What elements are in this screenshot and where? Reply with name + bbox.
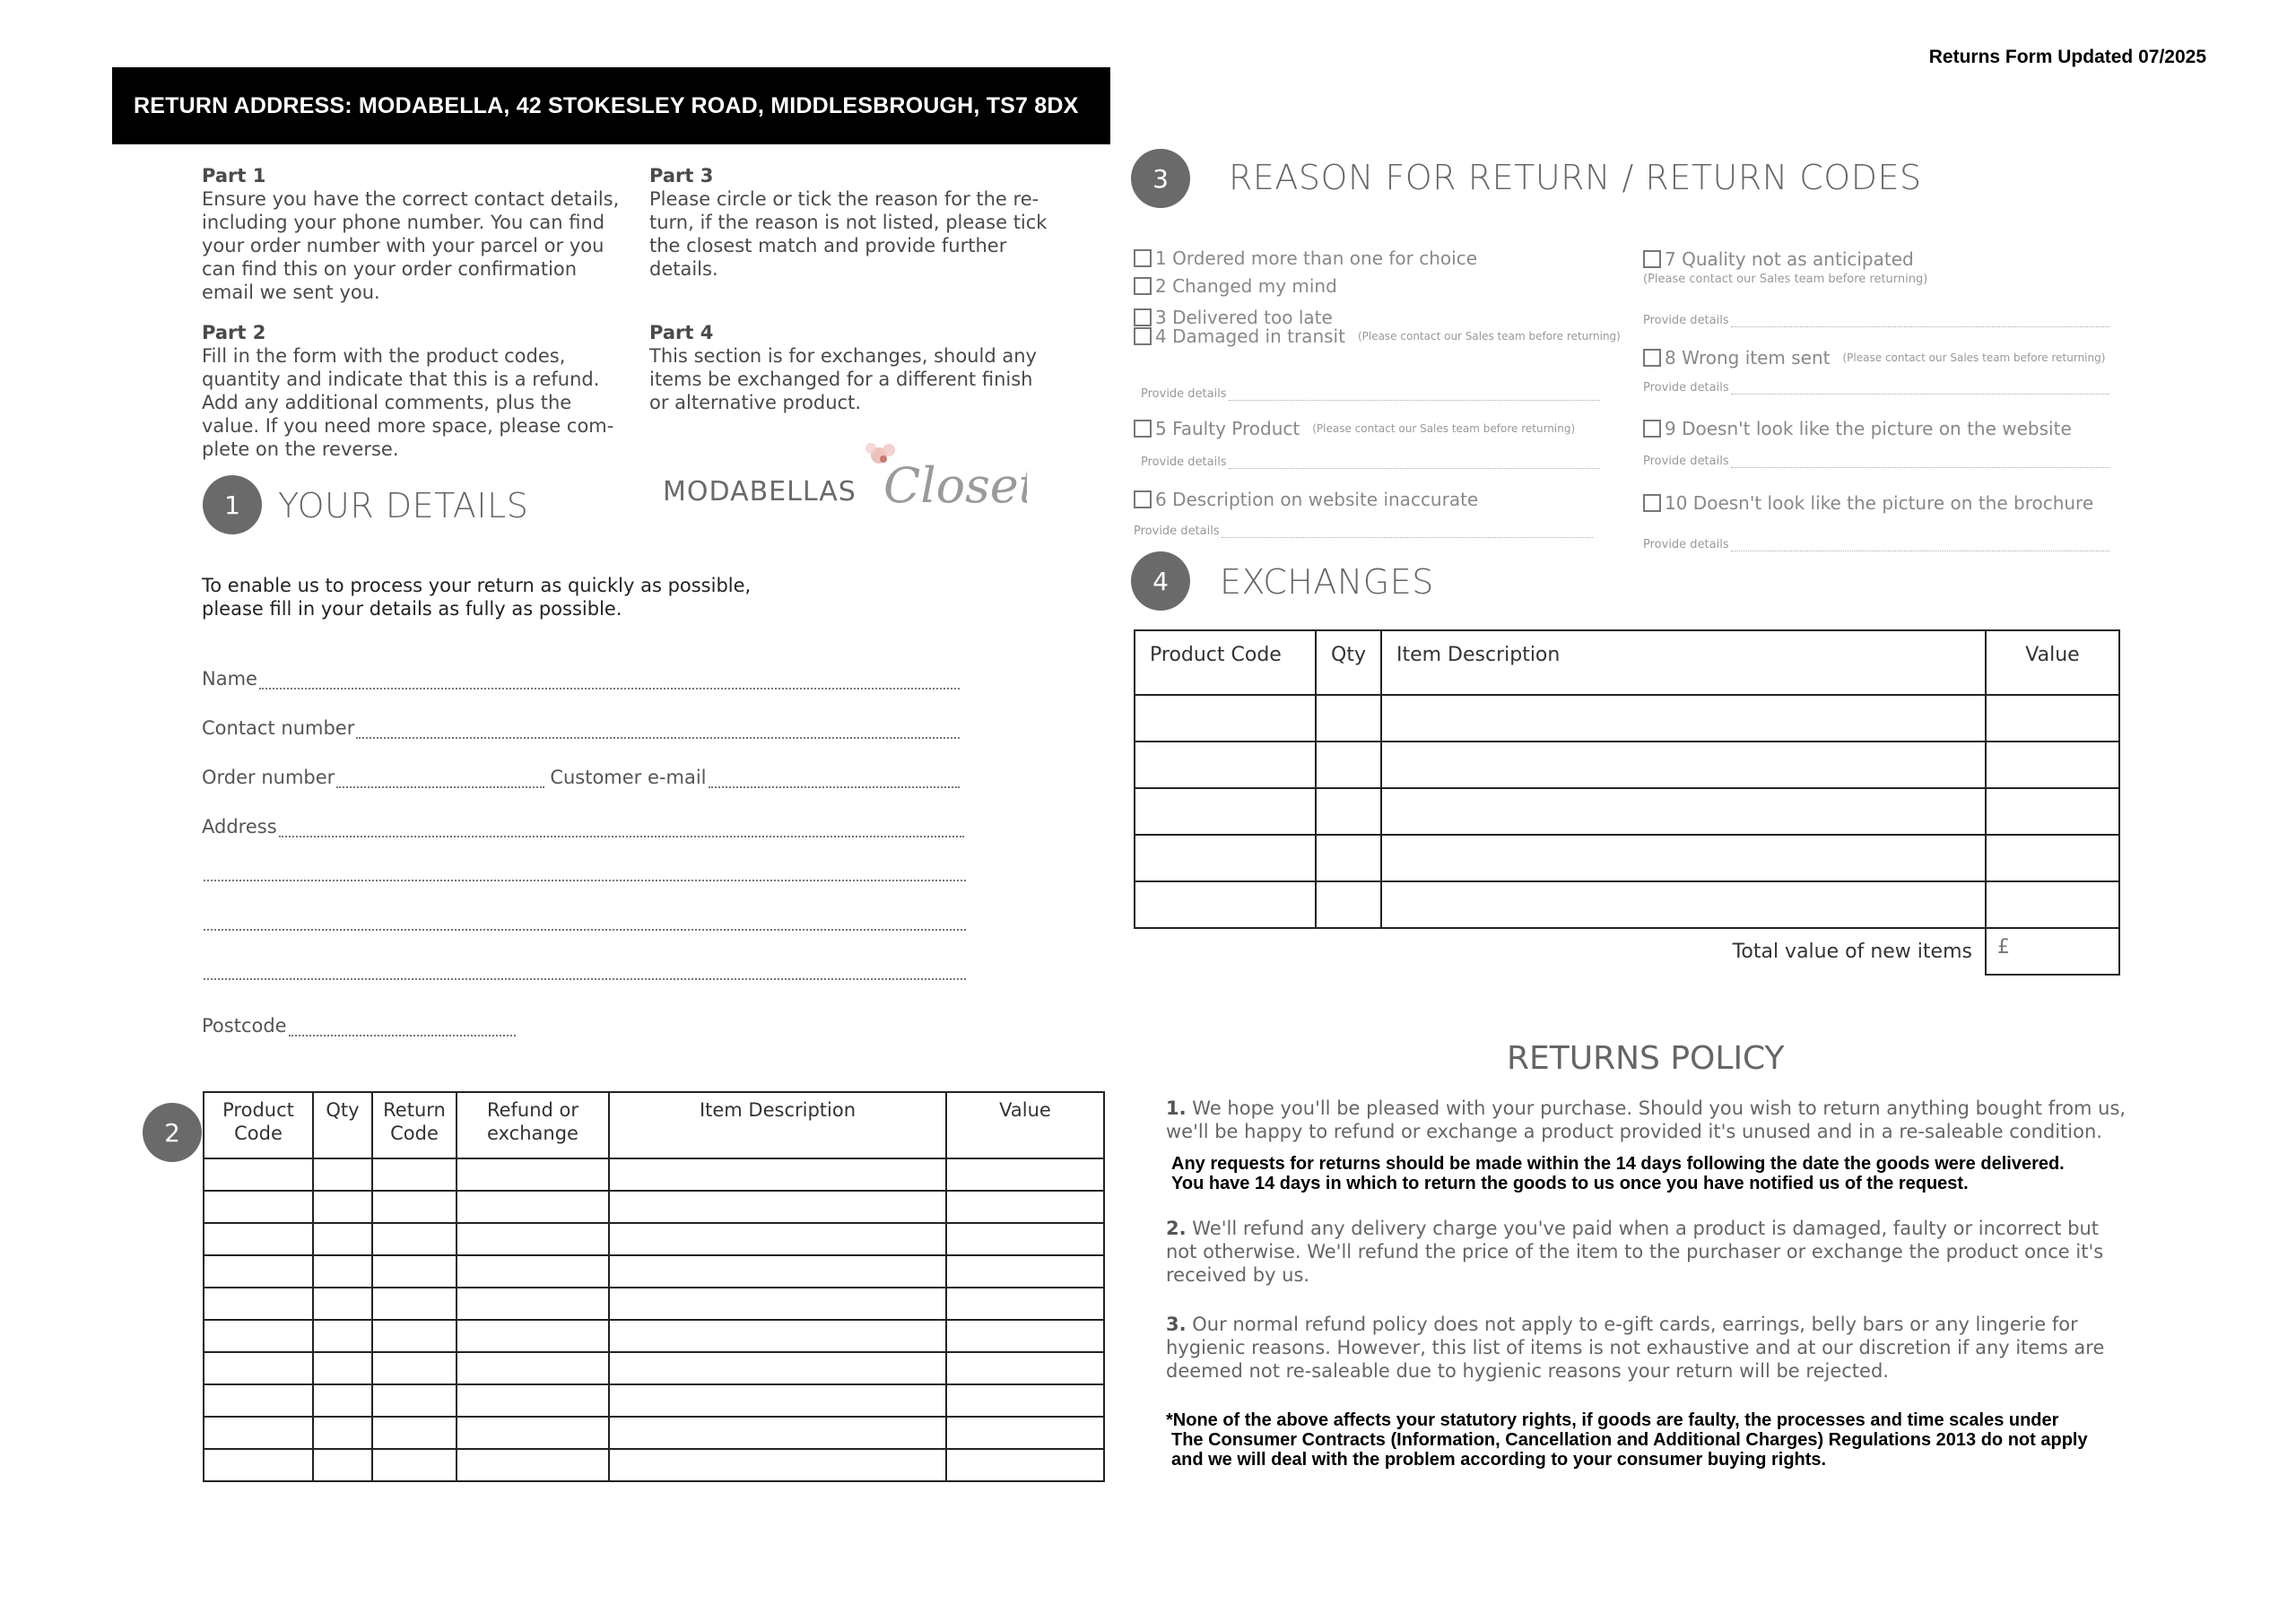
table-cell[interactable]	[946, 1255, 1104, 1288]
part1-line: your order number with your parcel or you	[202, 235, 604, 256]
instructions-part1	[202, 164, 632, 304]
reason-6-option[interactable]	[1134, 489, 1478, 510]
table-row	[1135, 742, 2119, 788]
reason-7-details[interactable]	[1643, 314, 2109, 327]
policy-para-1	[1166, 1097, 2188, 1143]
instructions-part3	[649, 164, 1080, 281]
policy-para-2	[1166, 1217, 2188, 1287]
table-cell[interactable]	[1316, 835, 1381, 881]
checkbox[interactable]	[1643, 494, 1661, 512]
reason-9-option[interactable]	[1643, 418, 2072, 439]
reason-5-label: 5 Faulty Product	[1155, 418, 1300, 439]
table-cell[interactable]	[372, 1449, 457, 1481]
part1-line: Ensure you have the correct contact details,	[202, 188, 620, 210]
exchanges-table	[1134, 629, 2120, 976]
table-cell[interactable]	[204, 1255, 313, 1288]
instructions-part2	[202, 321, 632, 461]
table-cell[interactable]	[204, 1158, 313, 1191]
table-cell[interactable]	[204, 1449, 313, 1481]
table-cell[interactable]	[313, 1191, 372, 1223]
reason-4-option[interactable]	[1134, 325, 1621, 347]
table-cell[interactable]	[372, 1320, 457, 1352]
reason-10-details[interactable]	[1643, 538, 2109, 551]
table-cell[interactable]	[1135, 742, 1316, 788]
table-row	[204, 1417, 1104, 1449]
table-row	[1135, 835, 2119, 881]
table-cell[interactable]	[1316, 788, 1381, 835]
table-cell[interactable]	[204, 1191, 313, 1223]
table-cell[interactable]	[946, 1191, 1104, 1223]
name-label: Name	[202, 668, 257, 690]
checkbox[interactable]	[1134, 249, 1152, 267]
details-intro	[202, 574, 919, 620]
table-cell[interactable]	[372, 1384, 457, 1417]
section-3-badge: 3	[1131, 149, 1190, 208]
part2-line: quantity and indicate that this is a refund.	[202, 369, 600, 390]
exch-header-product-code: Product Code	[1135, 630, 1316, 695]
logo-script: Closet	[883, 457, 1027, 514]
footnote-line: The Consumer Contracts (Information, Cancellation and Additional Charges) Regulations 2013 do not apply	[1171, 1430, 2088, 1450]
table-cell[interactable]	[1135, 788, 1316, 835]
policy-2-line: received by us.	[1166, 1264, 1310, 1286]
exchanges-title: EXCHANGES	[1220, 562, 1434, 602]
table-cell[interactable]	[946, 1417, 1104, 1449]
section-2-badge: 2	[143, 1103, 202, 1162]
returns-table	[203, 1091, 1105, 1482]
policy-1-number: 1.	[1166, 1097, 1187, 1119]
table-cell[interactable]	[457, 1255, 609, 1288]
part3-title: Part 3	[649, 165, 714, 186]
name-field[interactable]	[202, 668, 960, 690]
part3-line: turn, if the reason is not listed, please tick	[649, 212, 1048, 233]
checkbox[interactable]	[1134, 490, 1152, 508]
table-cell[interactable]	[457, 1417, 609, 1449]
table-cell[interactable]	[1381, 695, 1986, 742]
checkbox[interactable]	[1643, 250, 1661, 268]
part4-line: This section is for exchanges, should any	[649, 345, 1037, 367]
reason-4-details[interactable]	[1141, 387, 1600, 401]
table-cell[interactable]	[946, 1223, 1104, 1255]
address-line-4[interactable]	[204, 964, 966, 980]
policy-3-line: Our normal refund policy does not apply to e-gift cards, earrings, belly bars or any lingerie for	[1192, 1314, 2078, 1335]
total-value-field[interactable]: £	[1986, 928, 2119, 975]
table-cell[interactable]	[609, 1191, 946, 1223]
checkbox[interactable]	[1134, 308, 1152, 326]
reason-9-details[interactable]	[1643, 455, 2109, 468]
table-cell[interactable]	[372, 1191, 457, 1223]
table-row	[204, 1191, 1104, 1223]
table-cell[interactable]	[609, 1288, 946, 1320]
table-row	[204, 1384, 1104, 1417]
table-cell[interactable]	[204, 1320, 313, 1352]
table-cell[interactable]	[457, 1288, 609, 1320]
reason-3-label: 3 Delivered too late	[1155, 307, 1333, 328]
table-row	[1135, 788, 2119, 835]
address-label: Address	[202, 816, 277, 837]
table-cell[interactable]	[457, 1320, 609, 1352]
part3-line: details.	[649, 258, 718, 280]
table-cell[interactable]	[1986, 742, 2119, 788]
table-cell[interactable]	[457, 1158, 609, 1191]
table-cell[interactable]	[204, 1288, 313, 1320]
policy-2-line: We'll refund any delivery charge you've paid when a product is damaged, faulty or incorrect but	[1192, 1218, 2099, 1239]
table-cell[interactable]	[313, 1158, 372, 1191]
table-cell[interactable]	[204, 1223, 313, 1255]
table-row	[204, 1255, 1104, 1288]
table-cell[interactable]	[609, 1384, 946, 1417]
reason-7-note: (Please contact our Sales team before returning)	[1643, 273, 1928, 286]
table-cell[interactable]	[313, 1352, 372, 1384]
part2-line: Fill in the form with the product codes,	[202, 345, 566, 367]
returns-header-refund-exchange: Refund or exchange	[457, 1092, 609, 1158]
table-row	[204, 1158, 1104, 1191]
table-cell[interactable]	[946, 1352, 1104, 1384]
table-cell[interactable]	[313, 1288, 372, 1320]
reason-title: REASON FOR RETURN / RETURN CODES	[1229, 158, 1922, 197]
policy-1-line: we'll be happy to refund or exchange a product provided it's unused and in a re-saleable condition.	[1166, 1121, 2102, 1142]
part1-line: can find this on your order confirmation	[202, 258, 578, 280]
part2-line: plete on the reverse.	[202, 438, 399, 460]
table-cell[interactable]	[204, 1417, 313, 1449]
part2-line: value. If you need more space, please com-	[202, 415, 614, 437]
returns-header-qty: Qty	[313, 1092, 372, 1158]
contact-number-label: Contact number	[202, 717, 355, 739]
table-cell[interactable]	[609, 1449, 946, 1481]
table-cell[interactable]	[313, 1384, 372, 1417]
provide-details-label: Provide details	[1643, 455, 1729, 468]
provide-details-label: Provide details	[1643, 314, 1729, 327]
reason-10-label: 10 Doesn't look like the picture on the brochure	[1665, 492, 2094, 514]
table-row	[1135, 695, 2119, 742]
table-cell[interactable]	[457, 1191, 609, 1223]
total-label: Total value of new items	[1732, 941, 1972, 963]
part2-title: Part 2	[202, 322, 266, 343]
table-cell[interactable]	[313, 1449, 372, 1481]
table-cell[interactable]	[946, 1288, 1104, 1320]
reason-7-option[interactable]	[1643, 248, 1914, 270]
checkbox[interactable]	[1134, 420, 1152, 438]
table-cell[interactable]	[609, 1223, 946, 1255]
reason-5-note: (Please contact our Sales team before returning)	[1312, 422, 1576, 435]
table-cell[interactable]	[609, 1158, 946, 1191]
table-row	[204, 1288, 1104, 1320]
table-cell[interactable]	[313, 1223, 372, 1255]
table-cell[interactable]	[1381, 788, 1986, 835]
part1-title: Part 1	[202, 165, 266, 186]
reason-1-option[interactable]	[1134, 247, 1477, 269]
table-cell[interactable]	[1986, 835, 2119, 881]
policy-1-bold-line: You have 14 days in which to return the goods to us once you have notified us of the request.	[1171, 1174, 1969, 1193]
returns-header-value: Value	[946, 1092, 1104, 1158]
policy-3-line: deemed not re-saleable due to hygienic reasons your return will be rejected.	[1166, 1360, 1889, 1382]
checkbox[interactable]	[1643, 420, 1661, 438]
reason-8-details[interactable]	[1643, 381, 2109, 395]
return-address-banner: RETURN ADDRESS: MODABELLA, 42 STOKESLEY ROAD, MIDDLESBROUGH, TS7 8DX	[112, 67, 1110, 144]
provide-details-label: Provide details	[1643, 538, 1729, 551]
customer-email-label: Customer e-mail	[550, 767, 707, 788]
table-row	[204, 1352, 1104, 1384]
footnote-line: *None of the above affects your statutory rights, if goods are faulty, the processes and time scales under	[1166, 1410, 2059, 1430]
address-line-2[interactable]	[204, 865, 966, 881]
reason-8-option[interactable]	[1643, 347, 2105, 369]
reason-7-label: 7 Quality not as anticipated	[1665, 248, 1914, 270]
table-cell[interactable]	[609, 1417, 946, 1449]
table-cell[interactable]	[1316, 881, 1381, 928]
part3-line: the closest match and provide further	[649, 235, 1007, 256]
customer-email-field[interactable]	[709, 772, 961, 788]
policy-1-bold-line: Any requests for returns should be made within the 14 days following the date the goods were delivered.	[1171, 1154, 2065, 1174]
policy-1-bold	[1171, 1154, 2194, 1193]
contact-number-field[interactable]	[202, 717, 960, 739]
reason-5-option[interactable]	[1134, 418, 1575, 439]
table-cell[interactable]	[609, 1352, 946, 1384]
instructions-part4	[649, 321, 1080, 414]
details-intro-line: please fill in your details as fully as possible.	[202, 598, 622, 620]
policy-2-number: 2.	[1166, 1218, 1187, 1239]
reason-1-label: 1 Ordered more than one for choice	[1155, 247, 1478, 269]
address-line-3[interactable]	[204, 915, 966, 931]
returns-header-product-code: Product Code	[204, 1092, 313, 1158]
exch-header-item-description: Item Description	[1381, 630, 1986, 695]
table-cell[interactable]	[372, 1223, 457, 1255]
table-cell[interactable]	[372, 1158, 457, 1191]
provide-details-label: Provide details	[1141, 387, 1227, 401]
reason-2-label: 2 Changed my mind	[1155, 275, 1337, 297]
logo-wordmark: MODABELLAS	[663, 476, 857, 507]
footnote-line: and we will deal with the problem according to your consumer buying rights.	[1171, 1450, 1827, 1470]
reason-9-label: 9 Doesn't look like the picture on the website	[1665, 418, 2072, 439]
table-cell[interactable]	[457, 1223, 609, 1255]
table-cell[interactable]	[204, 1384, 313, 1417]
provide-details-label: Provide details	[1134, 525, 1220, 538]
reason-5-details[interactable]	[1141, 455, 1600, 469]
reason-8-note: (Please contact our Sales team before returning)	[1842, 351, 2106, 364]
table-cell[interactable]	[372, 1352, 457, 1384]
table-cell[interactable]	[1316, 742, 1381, 788]
details-intro-line: To enable us to process your return as quickly as possible,	[202, 575, 752, 596]
reason-4-label: 4 Damaged in transit	[1155, 325, 1345, 347]
part1-line: including your phone number. You can find	[202, 212, 605, 233]
table-cell[interactable]	[204, 1352, 313, 1384]
table-cell[interactable]	[372, 1288, 457, 1320]
policy-1-line: We hope you'll be pleased with your purchase. Should you wish to return anything bought from us,	[1192, 1097, 2126, 1119]
table-cell[interactable]	[1381, 881, 1986, 928]
checkbox[interactable]	[1134, 277, 1152, 295]
policy-3-line: hygienic reasons. However, this list of items is not exhaustive and at our discretion if any items are	[1166, 1337, 2105, 1358]
table-cell[interactable]	[946, 1158, 1104, 1191]
policy-para-3	[1166, 1313, 2188, 1383]
table-cell[interactable]	[313, 1417, 372, 1449]
checkbox[interactable]	[1643, 349, 1661, 367]
table-cell[interactable]	[1135, 835, 1316, 881]
your-details-title: YOUR DETAILS	[278, 486, 529, 525]
reason-6-details[interactable]	[1134, 525, 1593, 538]
table-row	[204, 1223, 1104, 1255]
reason-8-label: 8 Wrong item sent	[1665, 347, 1831, 369]
provide-details-label: Provide details	[1643, 381, 1729, 395]
returns-header-item-description: Item Description	[609, 1092, 946, 1158]
part1-line: email we sent you.	[202, 282, 380, 303]
policy-2-line: not otherwise. We'll refund the price of the item to the purchaser or exchange the product once it's	[1166, 1241, 2104, 1262]
table-row	[204, 1320, 1104, 1352]
table-cell[interactable]	[946, 1449, 1104, 1481]
reason-4-note: (Please contact our Sales team before returning)	[1357, 330, 1621, 343]
section-1-badge: 1	[203, 475, 262, 534]
part4-line: or alternative product.	[649, 392, 861, 413]
part4-title: Part 4	[649, 322, 714, 343]
order-number-label: Order number	[202, 767, 335, 788]
postcode-field[interactable]	[202, 1015, 516, 1037]
table-row	[1135, 881, 2119, 928]
table-cell[interactable]	[1986, 695, 2119, 742]
address-field[interactable]	[202, 816, 964, 837]
part4-line: items be exchanged for a different finish	[649, 369, 1033, 390]
table-cell[interactable]	[1135, 695, 1316, 742]
table-cell[interactable]	[1986, 881, 2119, 928]
part2-line: Add any additional comments, plus the	[202, 392, 572, 413]
statutory-rights-note	[1166, 1410, 2224, 1470]
table-cell[interactable]	[946, 1320, 1104, 1352]
postcode-label: Postcode	[202, 1015, 287, 1037]
policy-3-number: 3.	[1166, 1314, 1187, 1335]
part3-line: Please circle or tick the reason for the re-	[649, 188, 1039, 210]
reason-10-option[interactable]	[1643, 492, 2093, 514]
checkbox[interactable]	[1134, 327, 1152, 345]
reason-6-label: 6 Description on website inaccurate	[1155, 489, 1479, 510]
table-cell[interactable]	[457, 1384, 609, 1417]
table-cell[interactable]	[1986, 788, 2119, 835]
table-cell[interactable]	[1381, 742, 1986, 788]
section-4-badge: 4	[1131, 551, 1190, 611]
table-row	[204, 1449, 1104, 1481]
table-cell[interactable]	[313, 1255, 372, 1288]
provide-details-label: Provide details	[1141, 455, 1227, 469]
table-cell[interactable]	[457, 1352, 609, 1384]
reason-2-option[interactable]	[1134, 275, 1337, 297]
form-version-label: Returns Form Updated 07/2025	[1928, 47, 2206, 67]
table-cell[interactable]	[457, 1449, 609, 1481]
table-cell[interactable]	[313, 1320, 372, 1352]
order-number-field[interactable]	[336, 772, 544, 788]
table-cell[interactable]	[1381, 835, 1986, 881]
table-cell[interactable]	[372, 1255, 457, 1288]
table-cell[interactable]	[609, 1255, 946, 1288]
order-email-row	[202, 767, 960, 788]
exch-header-qty: Qty	[1316, 630, 1381, 695]
table-cell[interactable]	[1316, 695, 1381, 742]
returns-policy-title: RETURNS POLICY	[1507, 1040, 1785, 1077]
table-cell[interactable]	[946, 1384, 1104, 1417]
total-row	[1135, 928, 2119, 975]
exch-header-value: Value	[1986, 630, 2119, 695]
modabellas-closet-logo	[659, 438, 1027, 527]
returns-header-return-code: Return Code	[372, 1092, 457, 1158]
table-cell[interactable]	[609, 1320, 946, 1352]
table-cell[interactable]	[372, 1417, 457, 1449]
table-cell[interactable]	[1135, 881, 1316, 928]
